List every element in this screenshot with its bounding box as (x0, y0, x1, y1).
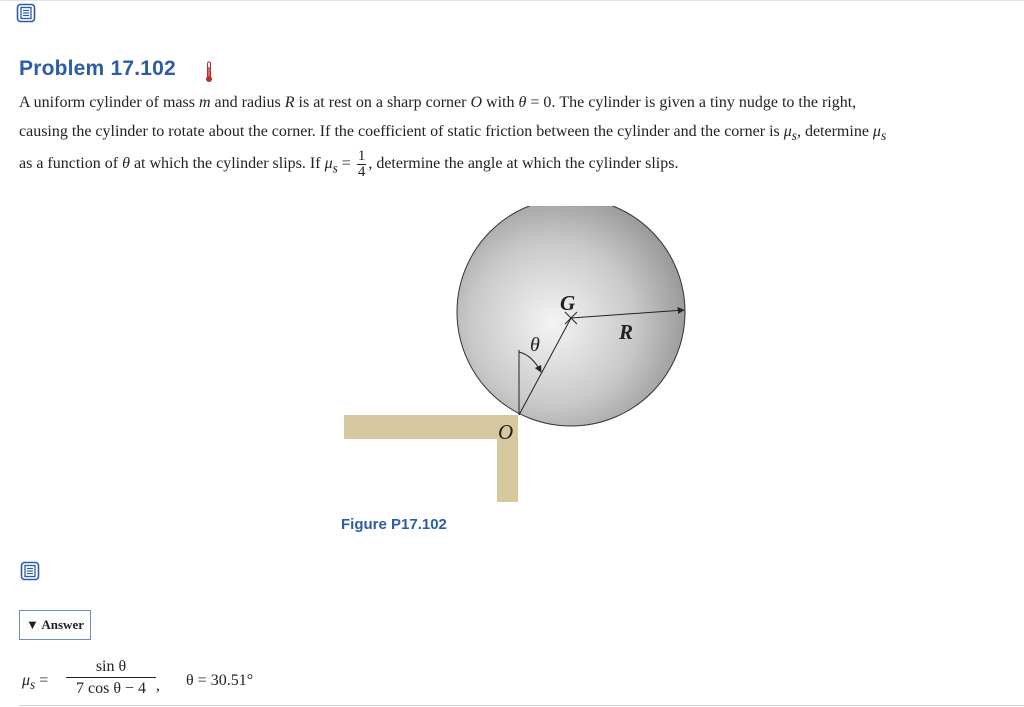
label-r: R (619, 320, 634, 344)
answer-comma: , (156, 677, 160, 694)
bottom-divider (19, 705, 1024, 706)
thermometer-icon (204, 61, 214, 88)
figure-caption: Figure P17.102 (341, 516, 447, 533)
answer-toggle-button[interactable]: ▼ Answer (19, 610, 91, 640)
label-g: G (560, 291, 576, 315)
answer-denominator: 7 cos θ − 4 (66, 677, 156, 700)
notebook-icon[interactable] (16, 3, 36, 23)
problem-line-3: as a function of θ at which the cylinder slips. If $\mu_s$ = $\frac{1}{4}$ , determine the angle at which the cylinder slips. (19, 148, 679, 180)
answer-mu: $\mu_s$ = (22, 672, 49, 693)
answer-fraction (66, 657, 156, 700)
ledge-horizontal (344, 415, 518, 439)
label-o: O (498, 420, 514, 444)
problem-line-2: causing the cylinder to rotate about the corner. If the coefficient of static friction between the cylinder and the corner is $\mu_s$, determine $\mu_s$ (19, 123, 887, 144)
problem-line-1: A uniform cylinder of mass m and radius R is at rest on a sharp corner O with θ = 0. The cylinder is given a tiny nudge to the right, (19, 94, 857, 111)
cylinder-figure (330, 206, 700, 511)
answer-theta: θ = 30.51° (186, 672, 254, 689)
notebook-icon[interactable] (20, 561, 40, 581)
one-quarter-fraction: $\frac{1}{4}$ (357, 148, 366, 180)
label-theta: θ (530, 334, 540, 356)
cylinder (457, 206, 685, 426)
top-divider (0, 0, 1024, 1)
answer-numerator: sin θ (95, 658, 127, 675)
problem-title: Problem 17.102 (19, 57, 176, 80)
